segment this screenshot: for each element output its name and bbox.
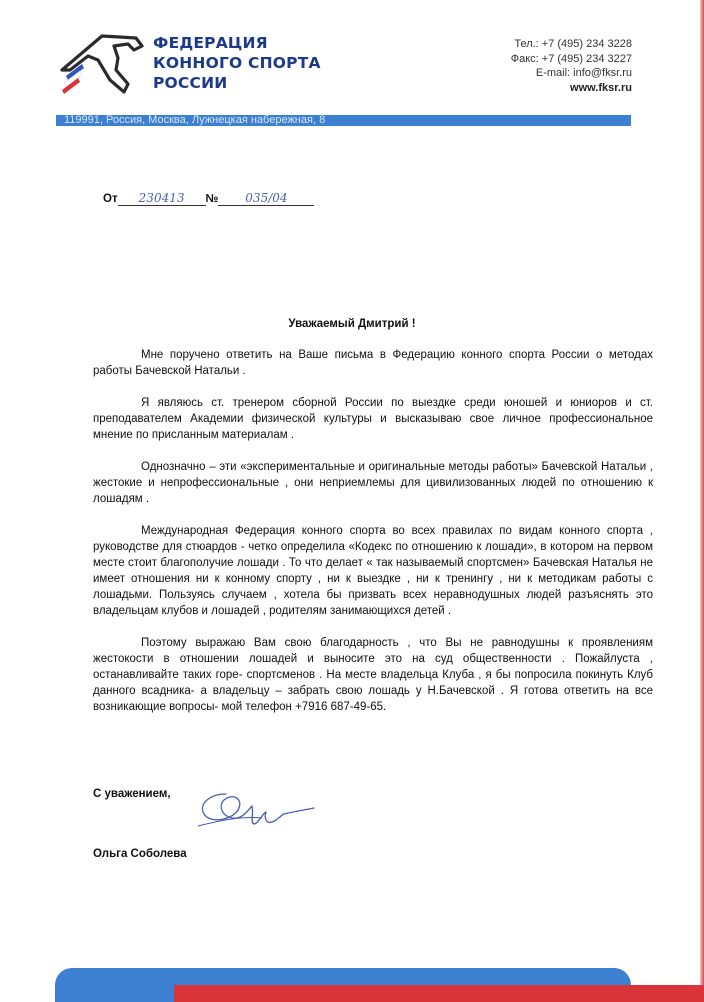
email-address: E-mail: info@fksr.ru	[535, 67, 632, 79]
reference-line	[103, 192, 314, 206]
salutation: Уважаемый Дмитрий !	[288, 318, 416, 330]
page-edge-stripe	[700, 0, 704, 1002]
horse-head-logo-icon	[58, 30, 144, 96]
org-name-line-1: ФЕДЕРАЦИЯ	[153, 34, 268, 52]
paragraph-3: Однозначно – эти «экспериментальные и оригинальные методы работы» Бачевской Натальи , жестокие и непрофессиональные , они неприемлемы для цивилизованных людей по отношению к лошадям .	[93, 461, 653, 505]
fax-number: Факс: +7 (495) 234 3227	[510, 52, 632, 65]
letter-body	[93, 347, 653, 731]
website-link[interactable]: www.fksr.ru	[570, 81, 632, 94]
from-label: От	[103, 193, 118, 205]
contact-block	[511, 37, 632, 95]
letter-date: 230413	[118, 192, 206, 206]
postal-address: 119991, Россия, Москва, Лужнецкая набережная, 8	[64, 114, 326, 126]
address-bar	[56, 115, 631, 126]
org-name-line-2: КОННОГО СПОРТА	[153, 54, 321, 72]
signer-name: Ольга Соболева	[93, 848, 187, 860]
letter-number: 035/04	[218, 192, 314, 206]
number-label: №	[205, 193, 219, 205]
paragraph-5: Поэтому выражаю Вам свою благодарность , что Вы не равнодушны к проявлениям жестокости в отношении лошадей и выносите это на суд общественности . Пожайлуста , останавливайте таких горе- спортсменов . На месте владельца Клуба , я бы попросила покинуть Клуб данного всадника- а владельцу – забрать свою лошадь у Н.Бачевской . Я готова ответить на все возникающие вопросы- мой телефон +7916 687-49-65.	[93, 637, 653, 713]
handwritten-signature-icon	[192, 786, 317, 838]
paragraph-1: Мне поручено ответить на Ваше письма в Федерацию конного спорта России о методах работы Бачевской Натальи .	[93, 349, 653, 377]
org-name-line-3: РОССИИ	[153, 74, 228, 92]
footer-red-band	[174, 985, 704, 1002]
phone-number: Тел.: +7 (495) 234 3228	[514, 38, 632, 50]
closing-phrase: С уважением,	[93, 788, 171, 800]
paragraph-2: Я являюсь ст. тренером сборной России по выездке среди юношей и юниоров и ст. преподавателем Академии физической культуры и высказываю свое личное профессиональное мнение по присланным материалам .	[93, 397, 653, 441]
organization-name	[153, 33, 321, 93]
paragraph-4: Международная Федерация конного спорта во всех правилах по видам конного спорта , руководстве для стюардов - четко определила «Кодекс по отношению к лошади», в котором на первом месте стоит благополучие лошади . То что делает « так называемый спортсмен» Бачевская Наталья не имеет отношения ни к конному спорту , ни к выездке , ни к тренингу , ни к методикам работы с лошадьми. Пользуясь случаем , хотела бы призвать всех неравнодушных людей разъяснять это владельцам клубов и лошадей , родителям занимающихся детей .	[93, 525, 653, 617]
